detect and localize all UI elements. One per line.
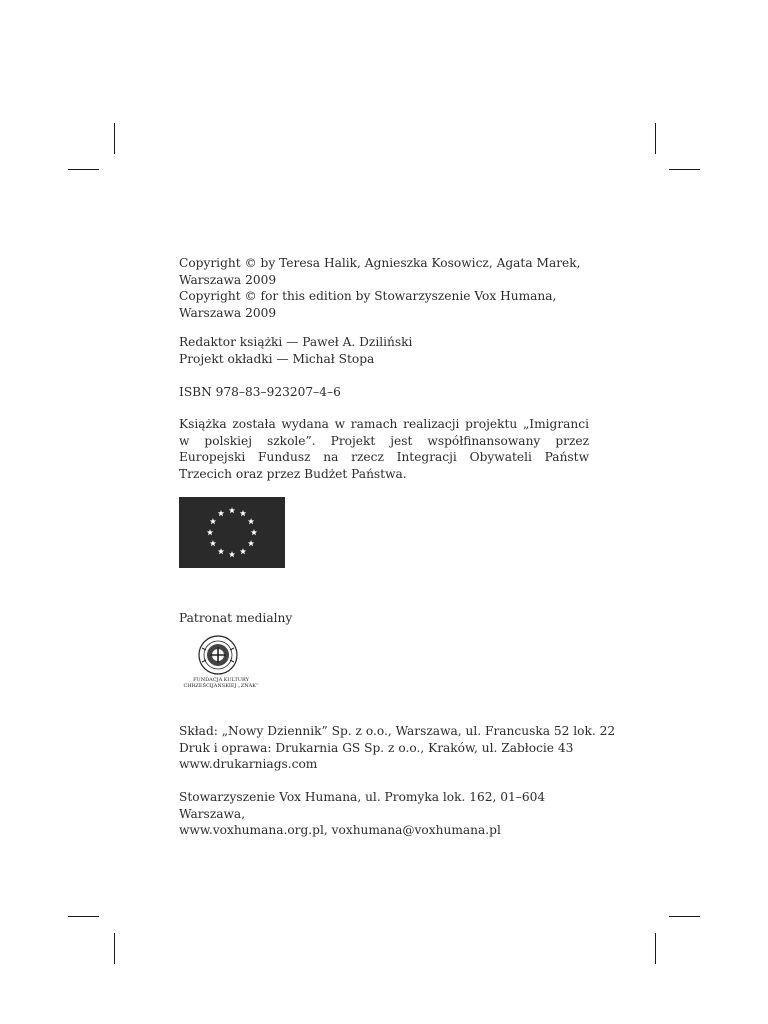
copyright-block: [179, 255, 589, 321]
crop-mark-bottom-right-horizontal: [669, 916, 700, 917]
copyright-line: Warszawa 2009: [179, 272, 277, 287]
copyright-line: Copyright © by Teresa Halik, Agnieszka Kosowicz, Agata Marek,: [179, 256, 581, 270]
crop-mark-top-left-vertical: [114, 123, 115, 154]
project-note: Książka została wydana w ramach realizacji projektu „Imigranci w polskiej szkole”. Projekt jest współfinansowany przez Europejski Fundusz na rzecz Integracji Obywateli Państw Trzecich oraz przez Budżet Państwa.: [179, 417, 589, 481]
logo-caption-line: CHRZEŚCIJAŃSKIEJ „ZNAK”: [183, 683, 259, 689]
publisher-city: Warszawa,: [179, 806, 246, 821]
znak-seal-icon: [179, 633, 263, 677]
znak-foundation-logo: [179, 633, 263, 695]
publisher-contact: www.voxhumana.org.pl, voxhumana@voxhumana.pl: [179, 823, 501, 837]
printing-line: Druk i oprawa: Drukarnia GS Sp. z o.o., Kraków, ul. Zabłocie 43: [179, 740, 574, 755]
cover-design-credit: Projekt okładki — Michał Stopa: [179, 351, 375, 366]
crop-mark-top-right-horizontal: [669, 169, 700, 170]
copyright-line: Copyright © for this edition by Stowarzyszenie Vox Humana,: [179, 289, 557, 303]
eu-flag-icon: [179, 497, 285, 568]
crop-mark-top-right-vertical: [655, 123, 656, 154]
crop-mark-top-left-horizontal: [68, 169, 99, 170]
printer-website: www.drukarniags.com: [179, 757, 318, 771]
logo-caption-line: FUNDACJA KULTURY: [193, 677, 249, 683]
project-note-block: [179, 416, 589, 482]
credits-block: [179, 334, 589, 367]
eu-flag-logo: [179, 497, 285, 568]
crop-mark-bottom-left-horizontal: [68, 916, 99, 917]
publisher-block: [179, 789, 589, 839]
isbn-block: [179, 384, 589, 401]
typesetting-line: Skład: „Nowy Dziennik” Sp. z o.o., Warszawa, ul. Francuska 52 lok. 22: [179, 724, 616, 738]
print-info-block: [179, 723, 616, 773]
patron-label: Patronat medialny: [179, 611, 293, 625]
isbn: ISBN 978–83–923207–4–6: [179, 385, 341, 399]
crop-mark-bottom-left-vertical: [114, 933, 115, 964]
publisher-address: Stowarzyszenie Vox Humana, ul. Promyka lok. 162, 01–604: [179, 790, 546, 804]
editor-credit: Redaktor książki — Paweł A. Dziliński: [179, 335, 413, 349]
patron-block: [179, 610, 589, 627]
crop-mark-bottom-right-vertical: [655, 933, 656, 964]
copyright-line: Warszawa 2009: [179, 305, 277, 320]
